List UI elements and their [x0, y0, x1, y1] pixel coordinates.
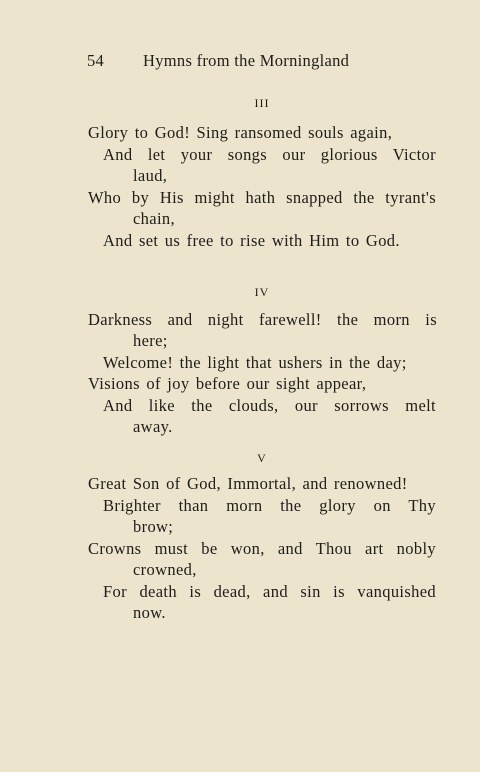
- stanza-numeral: IV: [254, 285, 270, 299]
- page-header: [87, 51, 387, 73]
- stanza-numeral: V: [257, 451, 267, 465]
- verse-line: chain,: [133, 209, 175, 228]
- verse-line: Brighter than morn the glory on Thy: [103, 496, 436, 515]
- verse-line: Who by His might hath snapped the tyrant's: [88, 188, 436, 207]
- verse-line: Glory to God! Sing ransomed souls again,: [88, 123, 393, 142]
- verse-line: laud,: [133, 166, 168, 185]
- verse-line: crowned,: [133, 560, 197, 579]
- verse-line: here;: [133, 331, 168, 350]
- verse-line: For death is dead, and sin is vanquished: [103, 582, 436, 601]
- verse-line: Great Son of God, Immortal, and renowned!: [88, 474, 408, 493]
- verse-line: Welcome! the light that ushers in the day;: [103, 353, 407, 372]
- verse-line: Crowns must be won, and Thou art nobly: [88, 539, 436, 558]
- verse-line: And like the clouds, our sorrows melt: [103, 396, 436, 415]
- verse-line: And set us free to rise with Him to God.: [103, 231, 400, 250]
- verse-line: And let your songs our glorious Victor: [103, 145, 436, 164]
- stanza-numeral: III: [254, 96, 270, 110]
- page-number: 54: [87, 51, 105, 70]
- verse-line: now.: [133, 603, 166, 622]
- verse-line: Darkness and night farewell! the morn is: [88, 310, 437, 329]
- verse-line: away.: [133, 417, 173, 436]
- running-title: Hymns from the Morningland: [143, 51, 350, 70]
- verse-line: Visions of joy before our sight appear,: [88, 374, 367, 393]
- verse-line: brow;: [133, 517, 174, 536]
